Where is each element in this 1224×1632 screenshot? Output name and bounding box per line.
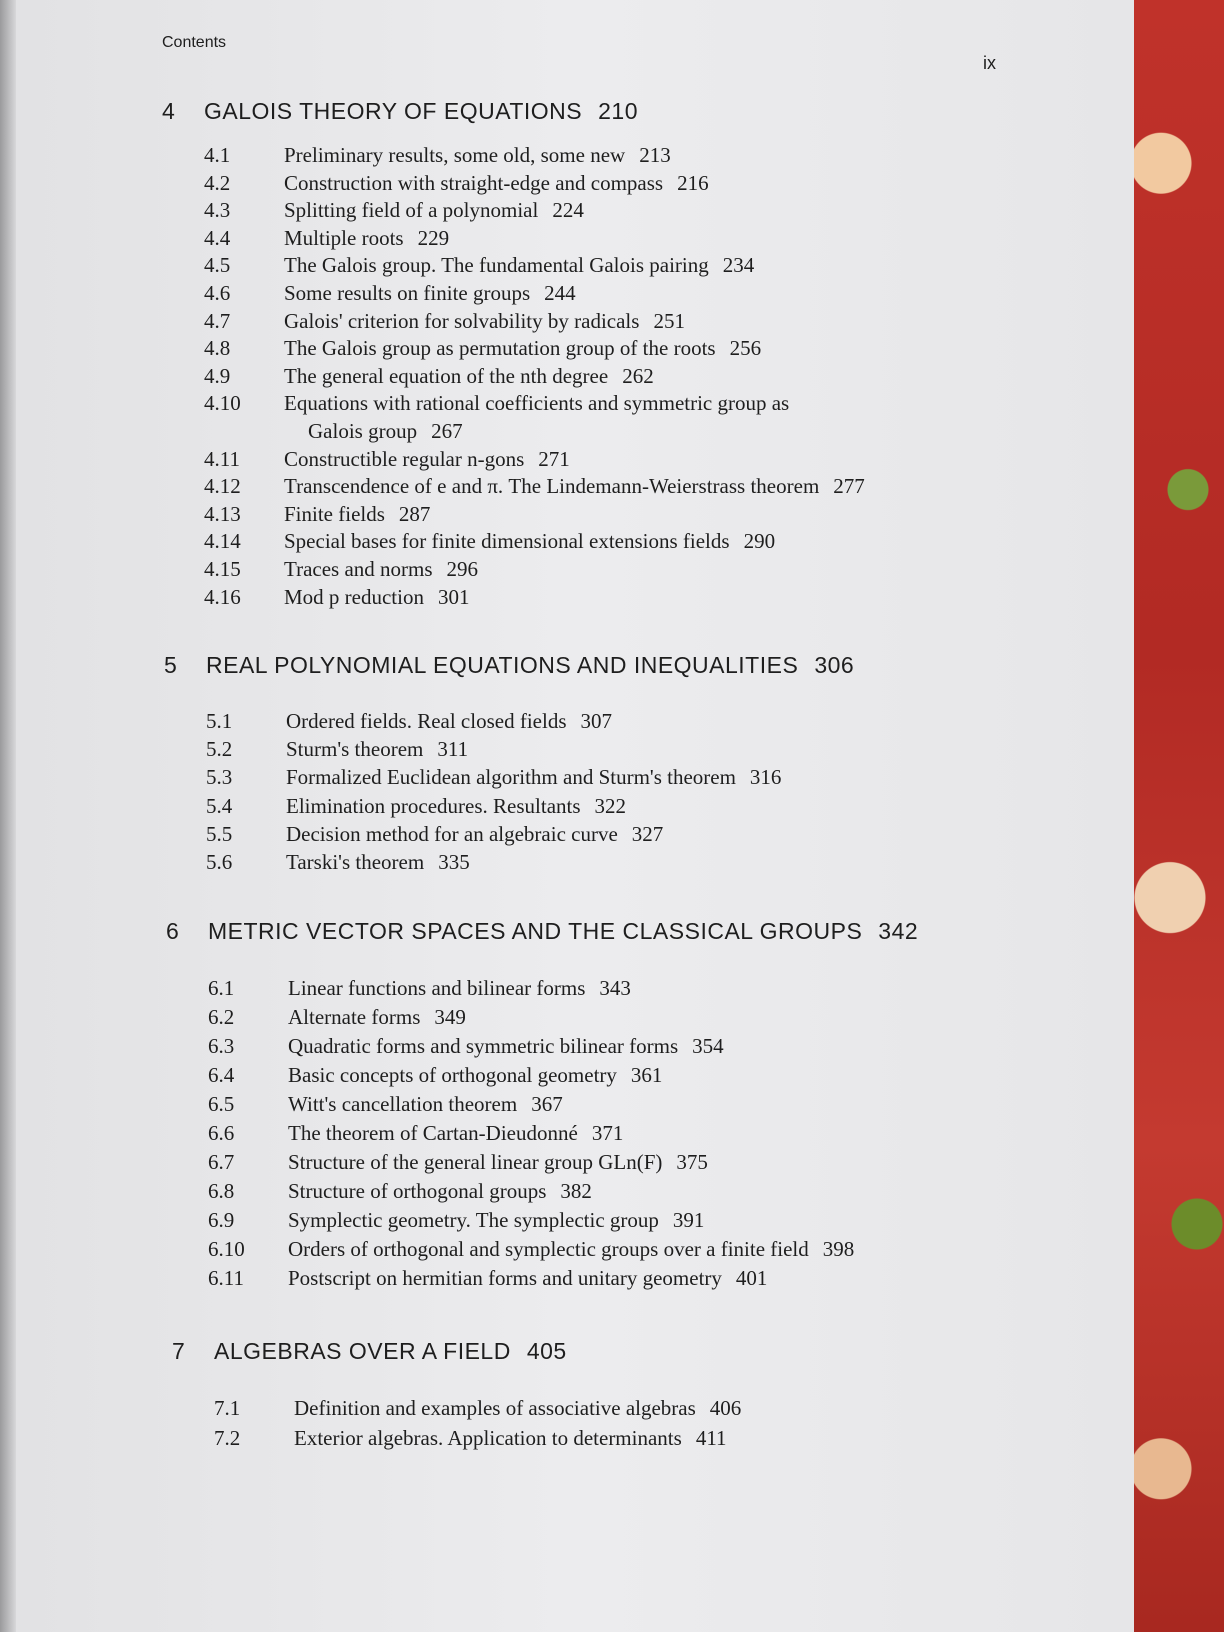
section-page: 213 — [639, 143, 671, 167]
section-number: 4.3 — [204, 198, 231, 223]
section-title-with-page — [286, 737, 468, 762]
chapter-title: ALGEBRAS OVER A FIELD — [214, 1338, 511, 1364]
section-title: Tarski's theorem — [286, 850, 425, 874]
section-title: Elimination procedures. Resultants — [286, 793, 581, 818]
page-number: ix — [983, 53, 996, 73]
section-number: 5.1 — [206, 709, 233, 733]
section-number: 6.5 — [208, 1092, 235, 1116]
section-number: 4.6 — [204, 281, 231, 305]
section-title-with-page — [288, 976, 631, 1001]
section-title-with-page — [284, 171, 709, 196]
section-number: 4.5 — [204, 253, 231, 278]
section-title-with-page — [286, 850, 470, 875]
section-title: Constructible regular n-gons — [284, 446, 525, 471]
section-number: 4.12 — [204, 474, 241, 499]
section-title-with-page — [288, 1063, 662, 1088]
section-title: Exterior algebras. Application to determinants — [294, 1426, 682, 1450]
section-title-with-page — [288, 1179, 592, 1204]
section-title: The general equation of the nth degree — [284, 363, 609, 388]
section-number: 4.2 — [204, 170, 231, 195]
section-number: 6.10 — [208, 1237, 245, 1261]
section-page: 354 — [692, 1034, 724, 1058]
section-number: 4.11 — [204, 446, 240, 471]
section-title-with-page — [286, 709, 612, 734]
section-number: 4.14 — [204, 529, 241, 554]
section-number: 4.10 — [204, 391, 241, 416]
section-number: 4.4 — [204, 225, 231, 250]
section-page: 375 — [676, 1150, 708, 1174]
section-title-with-page — [284, 143, 671, 168]
section-page: 361 — [630, 1063, 663, 1087]
section-page: 406 — [709, 1396, 742, 1420]
section-title-with-page — [294, 1426, 727, 1451]
page-gutter-shadow — [0, 0, 16, 1632]
section-page: 290 — [743, 529, 776, 554]
section-page: 262 — [622, 363, 654, 388]
section-number: 5.3 — [206, 765, 233, 790]
running-header: Contents — [162, 34, 227, 51]
chapter-title: REAL POLYNOMIAL EQUATIONS AND INEQUALITIES — [206, 652, 799, 678]
section-title: Linear functions and bilinear forms — [288, 976, 586, 1000]
section-page: 401 — [735, 1266, 768, 1290]
chapter-heading — [162, 98, 638, 125]
section-title-with-page — [284, 336, 761, 361]
section-page: 271 — [538, 446, 570, 471]
section-title: Definition and examples of associative algebras — [294, 1396, 696, 1420]
section-title: Traces and norms — [284, 557, 433, 581]
section-page: 216 — [677, 170, 709, 195]
section-title-with-page — [288, 1266, 767, 1291]
section-title: The theorem of Cartan-Dieudonné — [288, 1121, 578, 1145]
section-number: 4.1 — [204, 143, 231, 167]
section-number: 7.1 — [214, 1396, 241, 1420]
section-title-with-page — [284, 281, 576, 306]
section-page: 277 — [833, 474, 865, 499]
section-title-with-page — [284, 447, 570, 472]
section-title-with-page — [288, 1092, 563, 1117]
section-title-with-page — [284, 474, 865, 499]
section-title: Galois' criterion for solvability by radicals — [284, 308, 640, 333]
chapter-number: 7 — [172, 1338, 186, 1364]
section-title: Transcendence of e and π. The Lindemann-Weierstrass theorem — [284, 474, 820, 499]
section-title: Formalized Euclidean algorithm and Sturm's theorem — [286, 765, 736, 790]
section-number: 4.7 — [204, 308, 231, 333]
section-number: 6.11 — [208, 1266, 244, 1290]
section-title: Sturm's theorem — [286, 737, 424, 762]
chapter-number: 6 — [166, 918, 180, 944]
chapter-page: 342 — [878, 918, 919, 944]
chapter-heading — [166, 918, 918, 945]
section-title: Special bases for finite dimensional extensions fields — [284, 529, 730, 554]
section-title: Alternate forms — [288, 1005, 421, 1029]
chapter-title: METRIC VECTOR SPACES AND THE CLASSICAL GROUPS — [208, 918, 863, 944]
section-page: 327 — [631, 821, 664, 846]
section-number: 6.4 — [208, 1063, 235, 1087]
chapter-page: 210 — [598, 98, 638, 124]
section-page: 287 — [398, 501, 431, 526]
chapter-number: 5 — [164, 652, 178, 678]
section-number: 6.8 — [208, 1179, 235, 1203]
section-page: 316 — [749, 765, 782, 790]
section-title-continuation: Galois group — [308, 419, 418, 443]
section-number: 7.2 — [214, 1426, 241, 1450]
chapter-heading — [164, 652, 854, 679]
section-number: 6.3 — [208, 1034, 235, 1058]
section-title: The Galois group as permutation group of the roots — [284, 336, 716, 361]
section-page: 367 — [531, 1092, 563, 1116]
section-title-with-page — [284, 253, 754, 278]
section-number: 5.5 — [206, 821, 233, 846]
section-title-with-page — [288, 1034, 724, 1059]
section-title: Preliminary results, some old, some new — [284, 143, 626, 167]
section-page: 224 — [552, 198, 584, 223]
section-page: 267 — [431, 419, 463, 443]
section-title-with-page — [286, 822, 663, 847]
chapter-heading — [172, 1338, 567, 1365]
section-title: Splitting field of a polynomial — [284, 198, 539, 223]
section-title: Ordered fields. Real closed fields — [286, 709, 567, 733]
section-title-with-page — [284, 502, 430, 527]
section-title-with-page — [294, 1396, 741, 1421]
section-title-with-page — [288, 1005, 466, 1030]
chapter-page: 405 — [526, 1338, 567, 1364]
section-title: Equations with rational coefficients and symmetric group as — [284, 391, 790, 416]
section-title-with-page — [284, 585, 469, 610]
section-title: Structure of the general linear group GLn(F) — [288, 1150, 663, 1174]
section-title: Some results on finite groups — [284, 281, 531, 305]
section-page: 301 — [437, 584, 470, 609]
section-number: 4.16 — [204, 584, 241, 609]
section-page: 411 — [695, 1426, 727, 1450]
section-page: 229 — [417, 225, 450, 250]
section-title-with-page — [288, 1121, 623, 1146]
section-title: The Galois group. The fundamental Galois pairing — [284, 253, 709, 278]
chapter-page: 306 — [814, 652, 855, 678]
section-page: 391 — [672, 1208, 705, 1232]
section-title: Multiple roots — [284, 225, 404, 250]
background-fabric — [1134, 0, 1224, 1632]
section-number: 5.6 — [206, 850, 233, 874]
section-number: 4.9 — [204, 363, 231, 388]
section-page: 311 — [437, 737, 469, 762]
section-title-with-page — [288, 1237, 854, 1262]
section-title-with-page — [284, 198, 584, 223]
section-number: 4.13 — [204, 501, 241, 526]
section-title-with-page — [284, 309, 685, 334]
section-page: 335 — [438, 850, 470, 874]
section-number: 6.7 — [208, 1150, 235, 1174]
section-title-with-page — [284, 557, 478, 582]
section-title-with-page — [288, 1208, 704, 1233]
section-number: 5.2 — [206, 737, 233, 762]
section-page: 398 — [822, 1237, 855, 1261]
section-title: Orders of orthogonal and symplectic groups over a finite field — [288, 1237, 809, 1261]
section-number: 6.2 — [208, 1005, 235, 1029]
section-page: 349 — [434, 1005, 466, 1029]
section-number: 6.9 — [208, 1208, 235, 1232]
section-page: 244 — [544, 281, 576, 305]
section-page: 382 — [560, 1179, 592, 1203]
section-title-with-page — [286, 765, 781, 790]
section-number: 4.8 — [204, 336, 231, 361]
section-number: 6.6 — [208, 1121, 235, 1145]
section-page: 256 — [729, 336, 762, 361]
section-page: 251 — [653, 308, 685, 333]
chapter-number: 4 — [162, 98, 176, 124]
section-title: Structure of orthogonal groups — [288, 1179, 547, 1203]
section-title-with-page — [284, 364, 654, 389]
section-page: 234 — [722, 253, 755, 278]
section-page: 343 — [599, 976, 631, 1000]
section-title-with-page — [284, 226, 449, 251]
toc-entry-continuation — [308, 419, 463, 444]
section-title: Mod p reduction — [284, 584, 424, 609]
section-title-with-page — [284, 529, 775, 554]
section-number: 4.15 — [204, 557, 241, 581]
section-page: 307 — [580, 709, 612, 733]
section-title: Symplectic geometry. The symplectic group — [288, 1208, 659, 1232]
section-page: 322 — [594, 793, 627, 818]
section-title: Quadratic forms and symmetric bilinear forms — [288, 1034, 679, 1058]
section-title: Decision method for an algebraic curve — [286, 821, 618, 846]
section-page: 371 — [591, 1121, 624, 1145]
chapter-title: GALOIS THEORY OF EQUATIONS — [204, 98, 583, 124]
section-title: Witt's cancellation theorem — [288, 1092, 518, 1116]
section-number: 5.4 — [206, 793, 233, 818]
section-page: 296 — [446, 557, 479, 581]
section-title-with-page — [288, 1150, 708, 1175]
section-title-with-page — [286, 794, 626, 819]
section-title: Construction with straight-edge and compass — [284, 170, 664, 195]
section-title: Postscript on hermitian forms and unitary geometry — [288, 1266, 722, 1290]
section-title: Basic concepts of orthogonal geometry — [288, 1063, 617, 1087]
section-number: 6.1 — [208, 976, 235, 1000]
section-title: Finite fields — [284, 501, 385, 526]
